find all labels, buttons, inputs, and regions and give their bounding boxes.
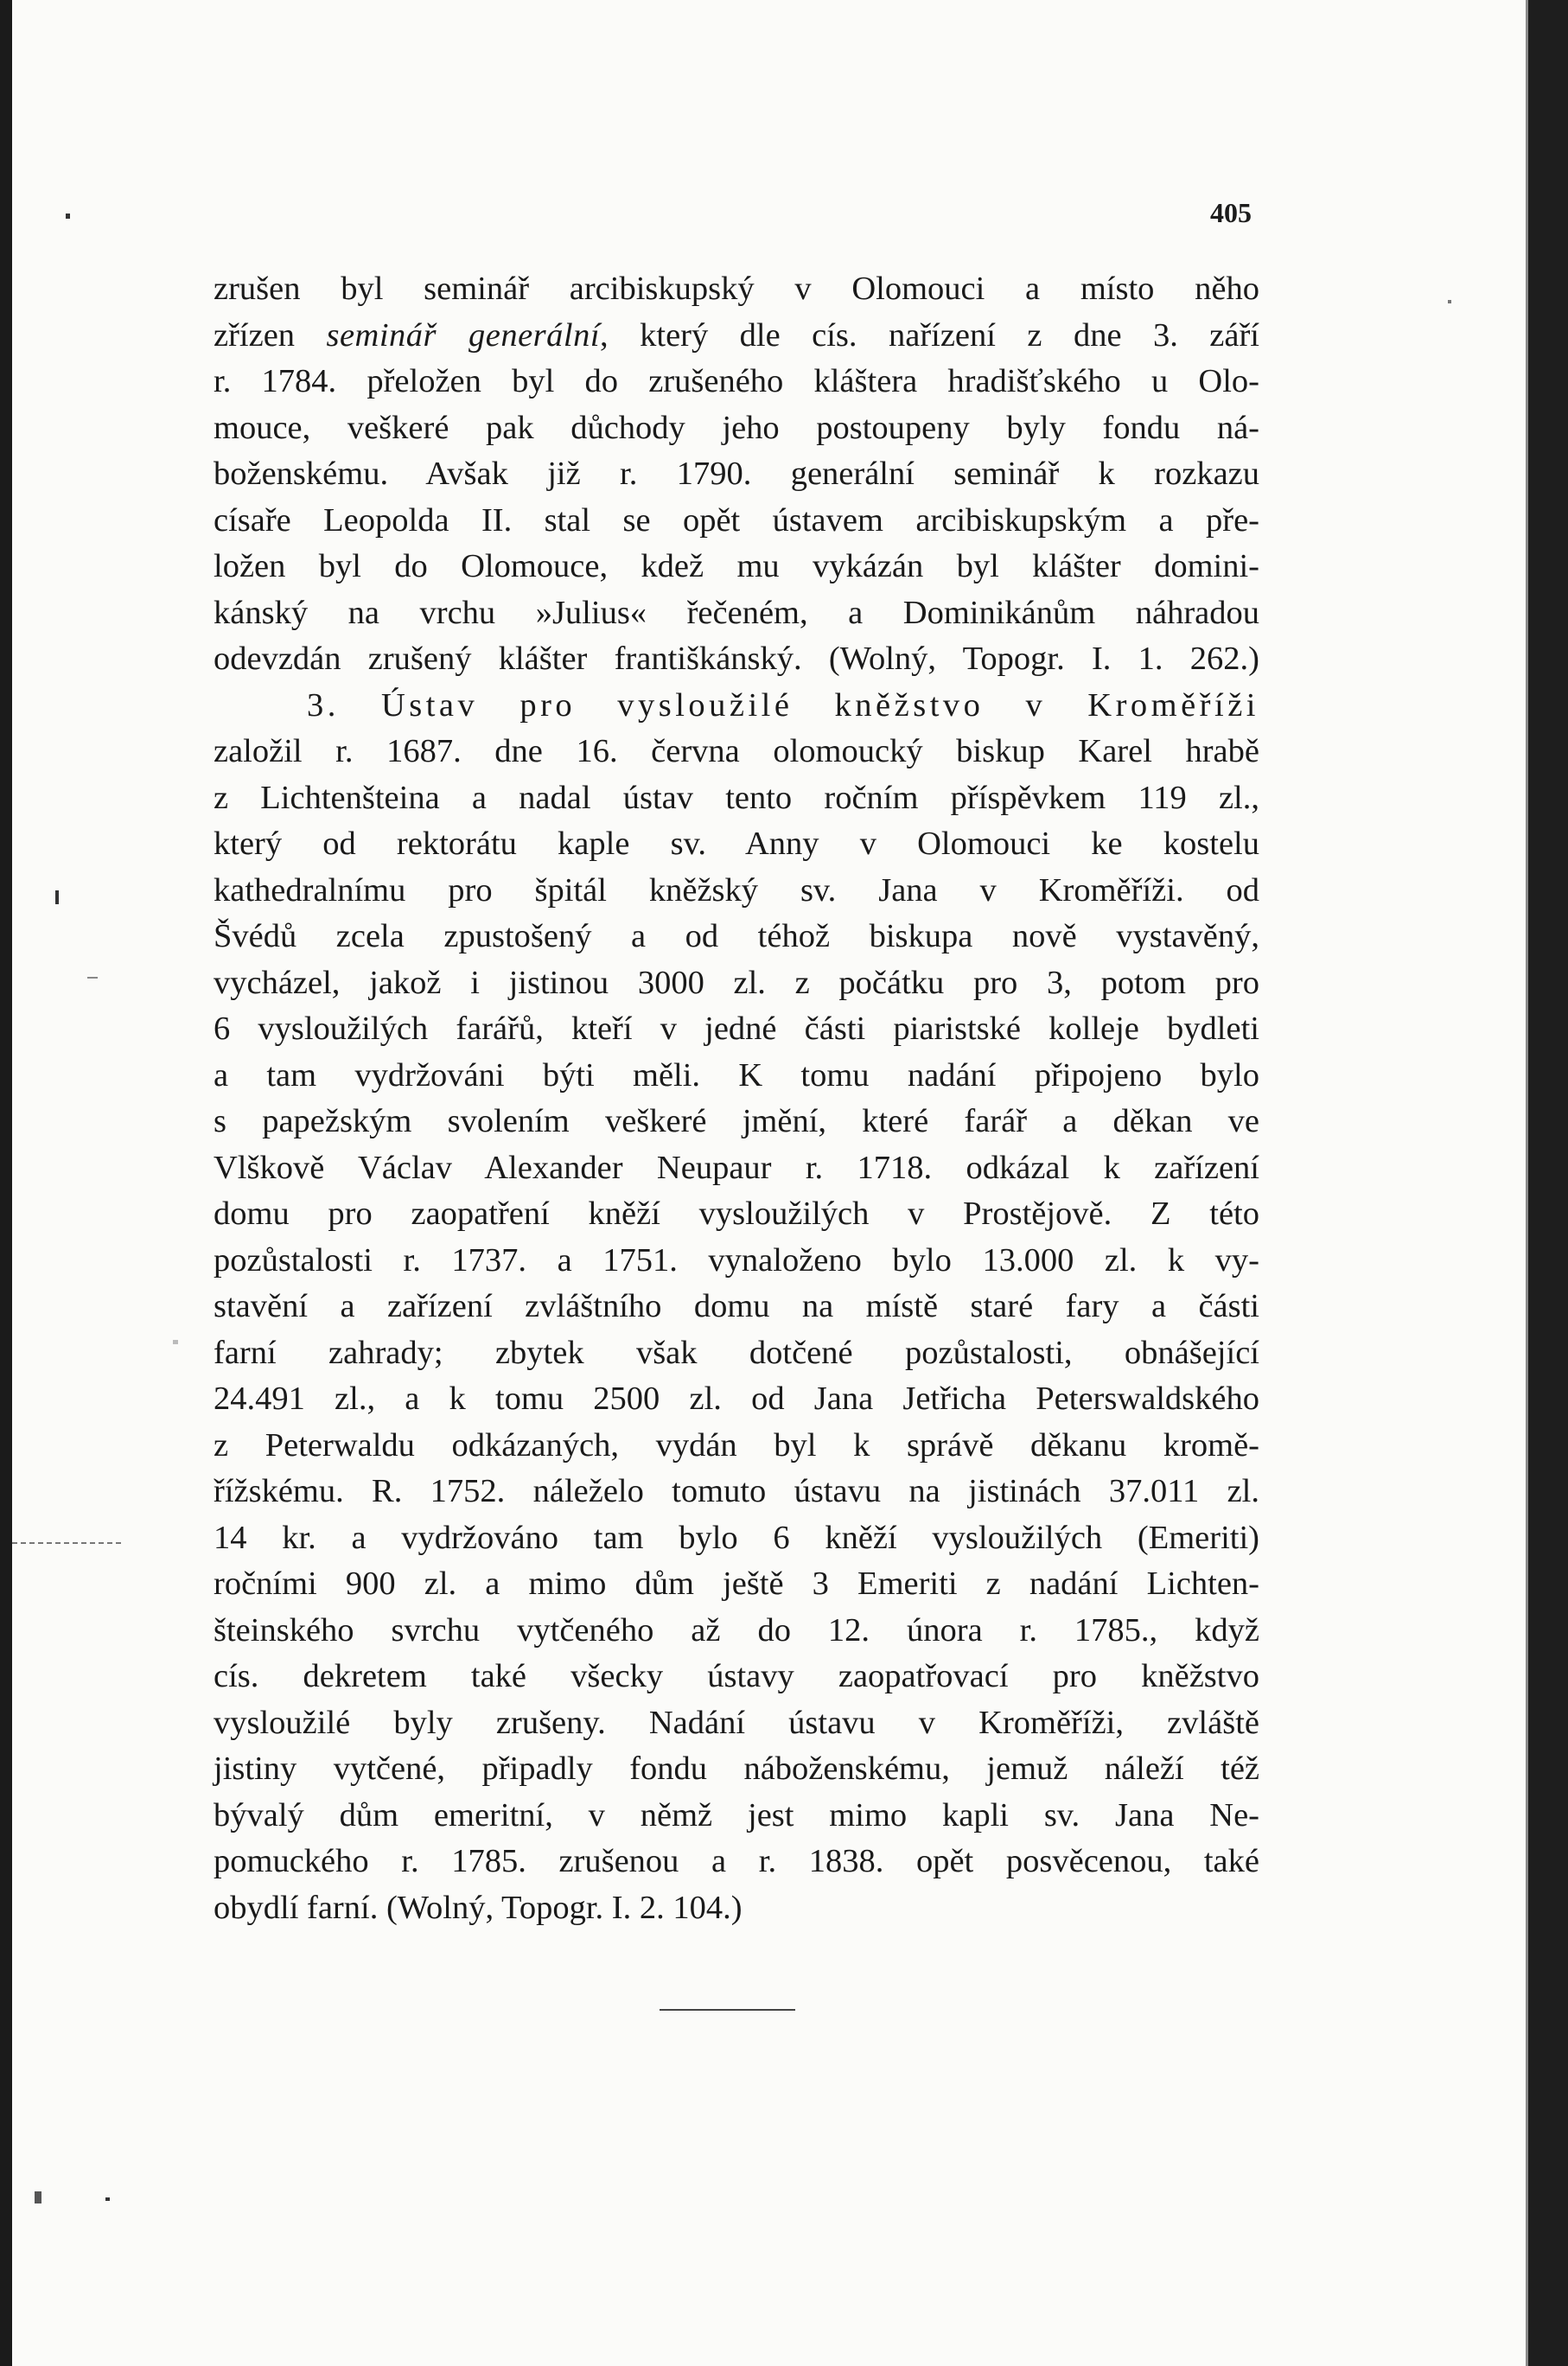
text-line: obydlí farní. (Wolný, Topogr. I. 2. 104.) (214, 1889, 743, 1926)
italic-term: seminář generální (326, 316, 601, 354)
text-line: Švédů zcela zpustošený a od téhož biskupa nově vystavěný, (214, 918, 1259, 954)
text-line: který od rektorátu kaple sv. Anny v Olomouci ke kostelu (214, 826, 1259, 862)
text-line: pomuckého r. 1785. zrušenou a r. 1838. opět posvěcenou, také (214, 1843, 1259, 1879)
body-text (214, 266, 1259, 1931)
text-line: kathedralnímu pro špitál kněžský sv. Jana v Kroměříži. od (214, 871, 1259, 909)
text-line: šteinského svrchu vytčeného až do 12. února r. 1785., když (214, 1611, 1259, 1649)
section-heading: 3. Ústav pro vysloužilé kněžstvo v Kroměříži (307, 686, 1259, 724)
text-line-start: zřízen (214, 316, 327, 354)
margin-mark (55, 890, 59, 904)
text-line: boženskému. Avšak již r. 1790. generální seminář k rozkazu (214, 456, 1259, 492)
text-line: ložen byl do Olomouce, kdež mu vykázán byl klášter domini- (214, 548, 1259, 584)
page-number: 405 (1210, 197, 1252, 228)
right-scan-border (1528, 0, 1568, 2366)
text-line: 14 kr. a vydržováno tam bylo 6 kněží vysloužilých (Emeriti) (214, 1519, 1259, 1556)
margin-mark (87, 977, 98, 979)
scan-speck (1448, 300, 1451, 303)
text-line: vycházel, jakož i jistinou 3000 zl. z počátku pro 3, potom pro (214, 964, 1259, 1001)
text-line: r. 1784. přeložen byl do zrušeného kláštera hradišťského u Olo- (214, 363, 1259, 399)
scan-speck (173, 1340, 178, 1344)
text-line: založil r. 1687. dne 16. června olomoucký biskup Karel hrabě (214, 733, 1259, 769)
margin-mark (35, 2191, 41, 2203)
scan-speck (66, 214, 70, 219)
text-line: bývalý dům emeritní, v němž jest mimo kapli sv. Jana Ne- (214, 1796, 1259, 1833)
text-line: kánský na vrchu »Julius« řečeném, a Dominikánům náhradou (214, 594, 1259, 631)
text-line: domu pro zaopatření kněží vysloužilých v Prostějově. Z této (214, 1196, 1259, 1232)
text-line: Vlškově Václav Alexander Neupaur r. 1718. odkázal k zařízení (214, 1149, 1259, 1186)
text-line: mouce, veškeré pak důchody jeho postoupeny byly fondu ná- (214, 409, 1259, 446)
text-line: a tam vydržováni býti měli. K tomu nadání připojeno bylo (214, 1056, 1259, 1094)
text-line: farní zahrady; zbytek však dotčené pozůstalosti, obnášející (214, 1334, 1259, 1371)
text-line: 6 vysloužilých farářů, kteří v jedné části piaristské kolleje bydleti (214, 1011, 1259, 1047)
scan-speck (105, 2197, 110, 2201)
text-line: vysloužilé byly zrušeny. Nadání ústavu v Kroměříži, zvláště (214, 1704, 1259, 1741)
text-line: císaře Leopolda II. stal se opět ústavem arcibiskupským a pře- (214, 501, 1259, 539)
text-line: z Lichtenšteina a nadal ústav tento ročním příspěvkem 119 zl., (214, 779, 1259, 816)
text-line: zrušen byl seminář arcibiskupský v Olomouci a místo něho (214, 271, 1259, 307)
text-line: stavění a zařízení zvláštního domu na místě staré fary a části (214, 1288, 1259, 1324)
text-line: z Peterwaldu odkázaných, vydán byl k správě děkanu kromě- (214, 1426, 1259, 1464)
text-line: ročními 900 zl. a mimo dům ještě 3 Emeriti z nadání Lichten- (214, 1566, 1259, 1602)
text-line: s papežským svolením veškeré jmění, které farář a děkan ve (214, 1103, 1259, 1139)
text-line (214, 313, 1259, 360)
left-scan-border (0, 0, 12, 2366)
text-line-end: , který dle cís. nařízení z dne 3. září (600, 316, 1259, 354)
closing-rule (660, 2009, 795, 2011)
margin-dashes (12, 1542, 121, 1544)
text-line: pozůstalosti r. 1737. a 1751. vynaloženo bylo 13.000 zl. k vy- (214, 1241, 1259, 1279)
text-line: cís. dekretem také všecky ústavy zaopatřovací pro kněžstvo (214, 1658, 1259, 1694)
text-line: odevzdán zrušený klášter františkánský. (Wolný, Topogr. I. 1. 262.) (214, 641, 1259, 677)
text-line: jistiny vytčené, připadly fondu náboženskému, jemuž náleží též (214, 1751, 1259, 1787)
text-line: řížskému. R. 1752. náleželo tomuto ústavu na jistinách 37.011 zl. (214, 1473, 1259, 1509)
text-line: 24.491 zl., a k tomu 2500 zl. od Jana Jetřicha Peterswaldského (214, 1381, 1259, 1417)
